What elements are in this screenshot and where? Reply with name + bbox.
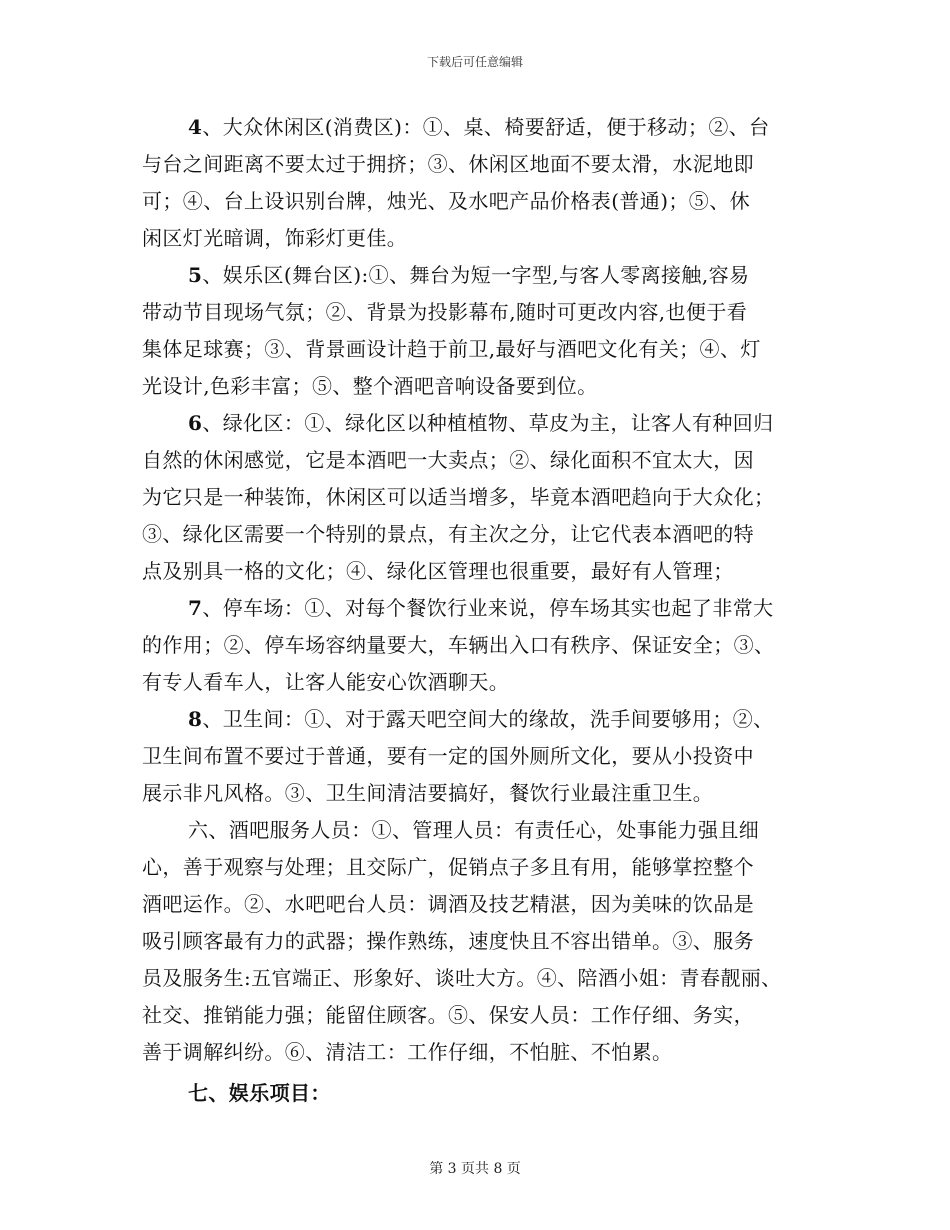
text-line: 6、绿化区：①、绿化区以种植植物、草皮为主，让客人有种回归 [188,411,774,435]
text-line: 有专人看车人，让客人能安心饮酒聊天。 [142,670,510,694]
text-line: 光设计,色彩丰富；⑤、整个酒吧音响设备要到位。 [142,374,598,398]
text-line: 自然的休闲感觉，它是本酒吧一大卖点；②、绿化面积不宜太大，因 [142,448,754,472]
text-line: 带动节目现场气氛；②、背景为投影幕布,随时可更改内容,也便于看 [142,300,748,324]
text-line: 为它只是一种装饰，休闲区可以适当增多，毕竟本酒吧趋向于大众化； [142,485,775,509]
text-line: 集体足球赛；③、背景画设计趋于前卫,最好与酒吧文化有关；④、灯 [142,337,761,361]
text-line: 卫生间布置不要过于普通，要有一定的国外厕所文化，要从小投资中 [142,744,754,768]
text-line: 点及别具一格的文化；④、绿化区管理也很重要，最好有人管理； [142,559,734,583]
text-line: 4、大众休闲区(消费区)：①、桌、椅要舒适，便于移动；②、台 [188,115,770,139]
text-line: 与台之间距离不要太过于拥挤；③、休闲区地面不要太滑，水泥地即 [142,152,754,176]
text-line: 酒吧运作。②、水吧吧台人员：调酒及技艺精湛，因为美味的饮品是 [142,892,754,916]
text-line: 的作用；②、停车场容纳量要大，车辆出入口有秩序、保证安全；③、 [142,633,775,657]
text-line: 吸引顾客最有力的武器；操作熟练，速度快且不容出错单。③、服务 [142,929,754,953]
text-line: 六、酒吧服务人员：①、管理人员：有责任心，处事能力强且细 [188,818,760,842]
section-heading: 七、娱乐项目： [188,1081,331,1105]
text-line: 展示非凡风格。③、卫生间清洁要搞好，餐饮行业最注重卫生。 [142,781,714,805]
text-line: ③、绿化区需要一个特别的景点，有主次之分，让它代表本酒吧的特 [142,522,754,546]
text-line: 社交、推销能力强；能留住顾客。⑤、保安人员：工作仔细、务实， [142,1003,754,1027]
text-line: 善于调解纠纷。⑥、清洁工：工作仔细，不怕脏、不怕累。 [142,1040,673,1064]
page-header: 下载后可任意编辑 [426,55,523,69]
text-line: 8、卫生间：①、对于露天吧空间大的缘故，洗手间要够用；②、 [188,707,774,731]
page-footer: 第 3 页共 8 页 [429,1161,521,1177]
text-line: 闲区灯光暗调，饰彩灯更佳。 [142,226,408,250]
text-line: 7、停车场：①、对每个餐饮行业来说，停车场其实也起了非常大 [188,596,774,620]
text-line: 员及服务生:五官端正、形象好、谈吐大方。④、陪酒小姐：青春靓丽、 [142,966,782,990]
text-line: 5、娱乐区(舞台区):①、舞台为短一字型,与客人零离接触,容易 [188,263,750,287]
text-line: 心，善于观察与处理；且交际广，促销点子多且有用，能够掌控整个 [142,855,754,879]
text-line: 可；④、台上设识别台牌，烛光、及水吧产品价格表(普通)；⑤、休 [142,189,751,213]
